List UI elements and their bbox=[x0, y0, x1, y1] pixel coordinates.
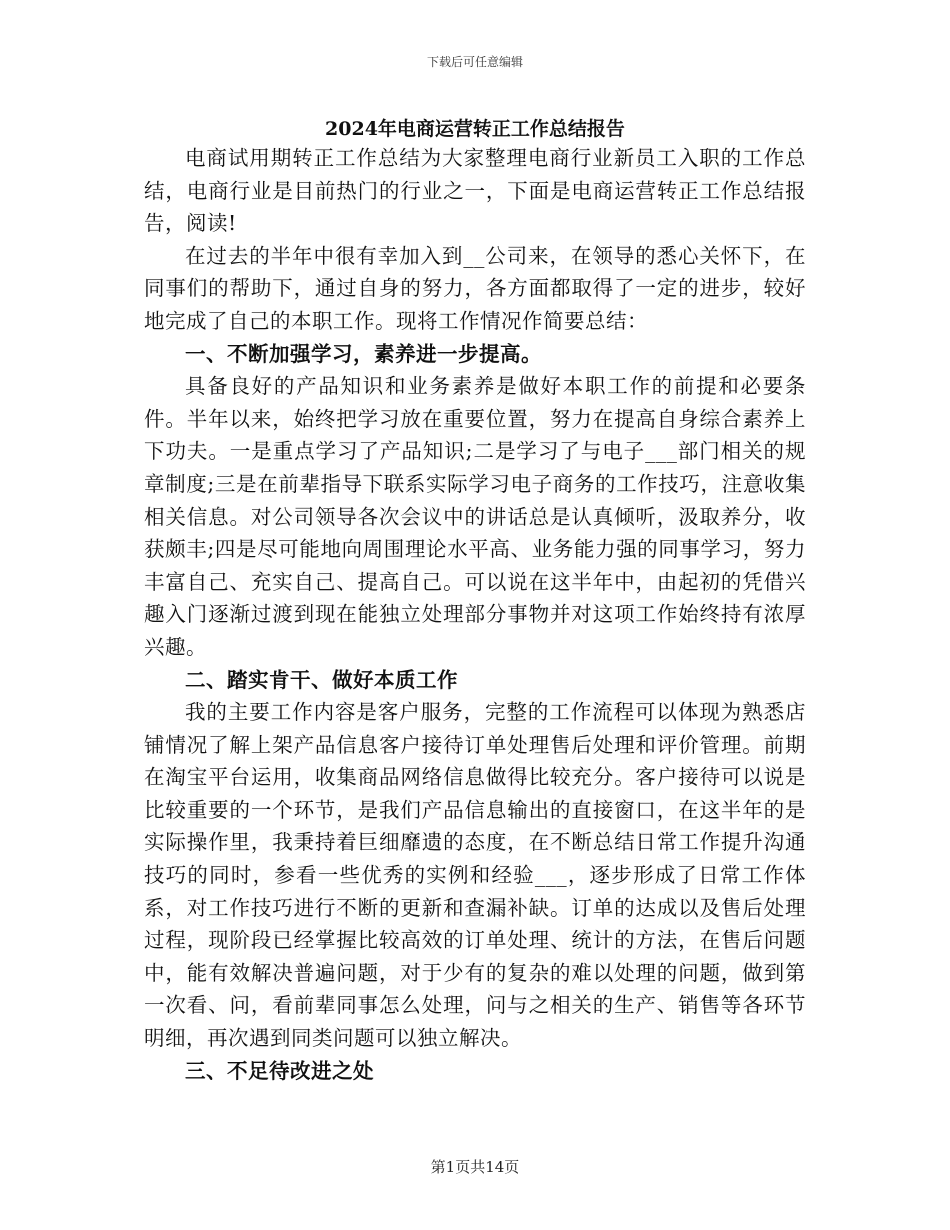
document-body bbox=[144, 142, 806, 1087]
section-1-paragraph: 具备良好的产品知识和业务素养是做好本职工作的前提和必要条件。半年以来，始终把学习放在重要位置，努力在提高自身综合素养上下功夫。一是重点学习了产品知识;二是学习了与电子___部门相关的规章制度;三是在前辈指导下联系实际学习电子商务的工作技巧，注意收集相关信息。对公司领导各次会议中的讲话总是认真倾听，汲取养分，收获颇丰;四是尽可能地向周围理论水平高、业务能力强的同事学习，努力丰富自己、充实自己、提高自己。可以说在这半年中，由起初的凭借兴趣入门逐渐过渡到现在能独立处理部分事物并对这项工作始终持有浓厚兴趣。 bbox=[144, 374, 806, 659]
section-heading-1: 一、不断加强学习，素养进一步提高。 bbox=[185, 341, 542, 366]
page-number: 第1页共14页 bbox=[430, 1158, 520, 1176]
section-heading-2: 二、踏实肯干、做好本质工作 bbox=[185, 667, 458, 692]
intro-paragraph: 电商试用期转正工作总结为大家整理电商行业新员工入职的工作总结，电商行业是目前热门的行业之一，下面是电商运营转正工作总结报告，阅读! bbox=[144, 146, 806, 236]
document-title: 2024年电商运营转正工作总结报告 bbox=[325, 118, 625, 140]
header-note: 下载后可任意编辑 bbox=[426, 55, 523, 69]
section-2-paragraph: 我的主要工作内容是客户服务，完整的工作流程可以体现为熟悉店铺情况了解上架产品信息客户接待订单处理售后处理和评价管理。前期在淘宝平台运用，收集商品网络信息做得比较充分。客户接待可以说是比较重要的一个环节，是我们产品信息输出的直接窗口，在这半年的是实际操作里，我秉持着巨细靡遗的态度，在不断总结日常工作提升沟通技巧的同时，参看一些优秀的实例和经验___，逐步形成了日常工作体系，对工作技巧进行不断的更新和查漏补缺。订单的达成以及售后处理过程，现阶段已经掌握比较高效的订单处理、统计的方法，在售后问题中，能有效解决普遍问题，对于少有的复杂的难以处理的问题，做到第一次看、问，看前辈同事怎么处理，问与之相关的生产、销售等各环节明细，再次遇到同类问题可以独立解决。 bbox=[144, 700, 806, 1051]
section-heading-3: 三、不足待改进之处 bbox=[185, 1058, 374, 1083]
opening-paragraph: 在过去的半年中很有幸加入到__公司来，在领导的悉心关怀下，在同事们的帮助下，通过自身的努力，各方面都取得了一定的进步，较好地完成了自己的本职工作。现将工作情况作简要总结： bbox=[144, 243, 806, 333]
